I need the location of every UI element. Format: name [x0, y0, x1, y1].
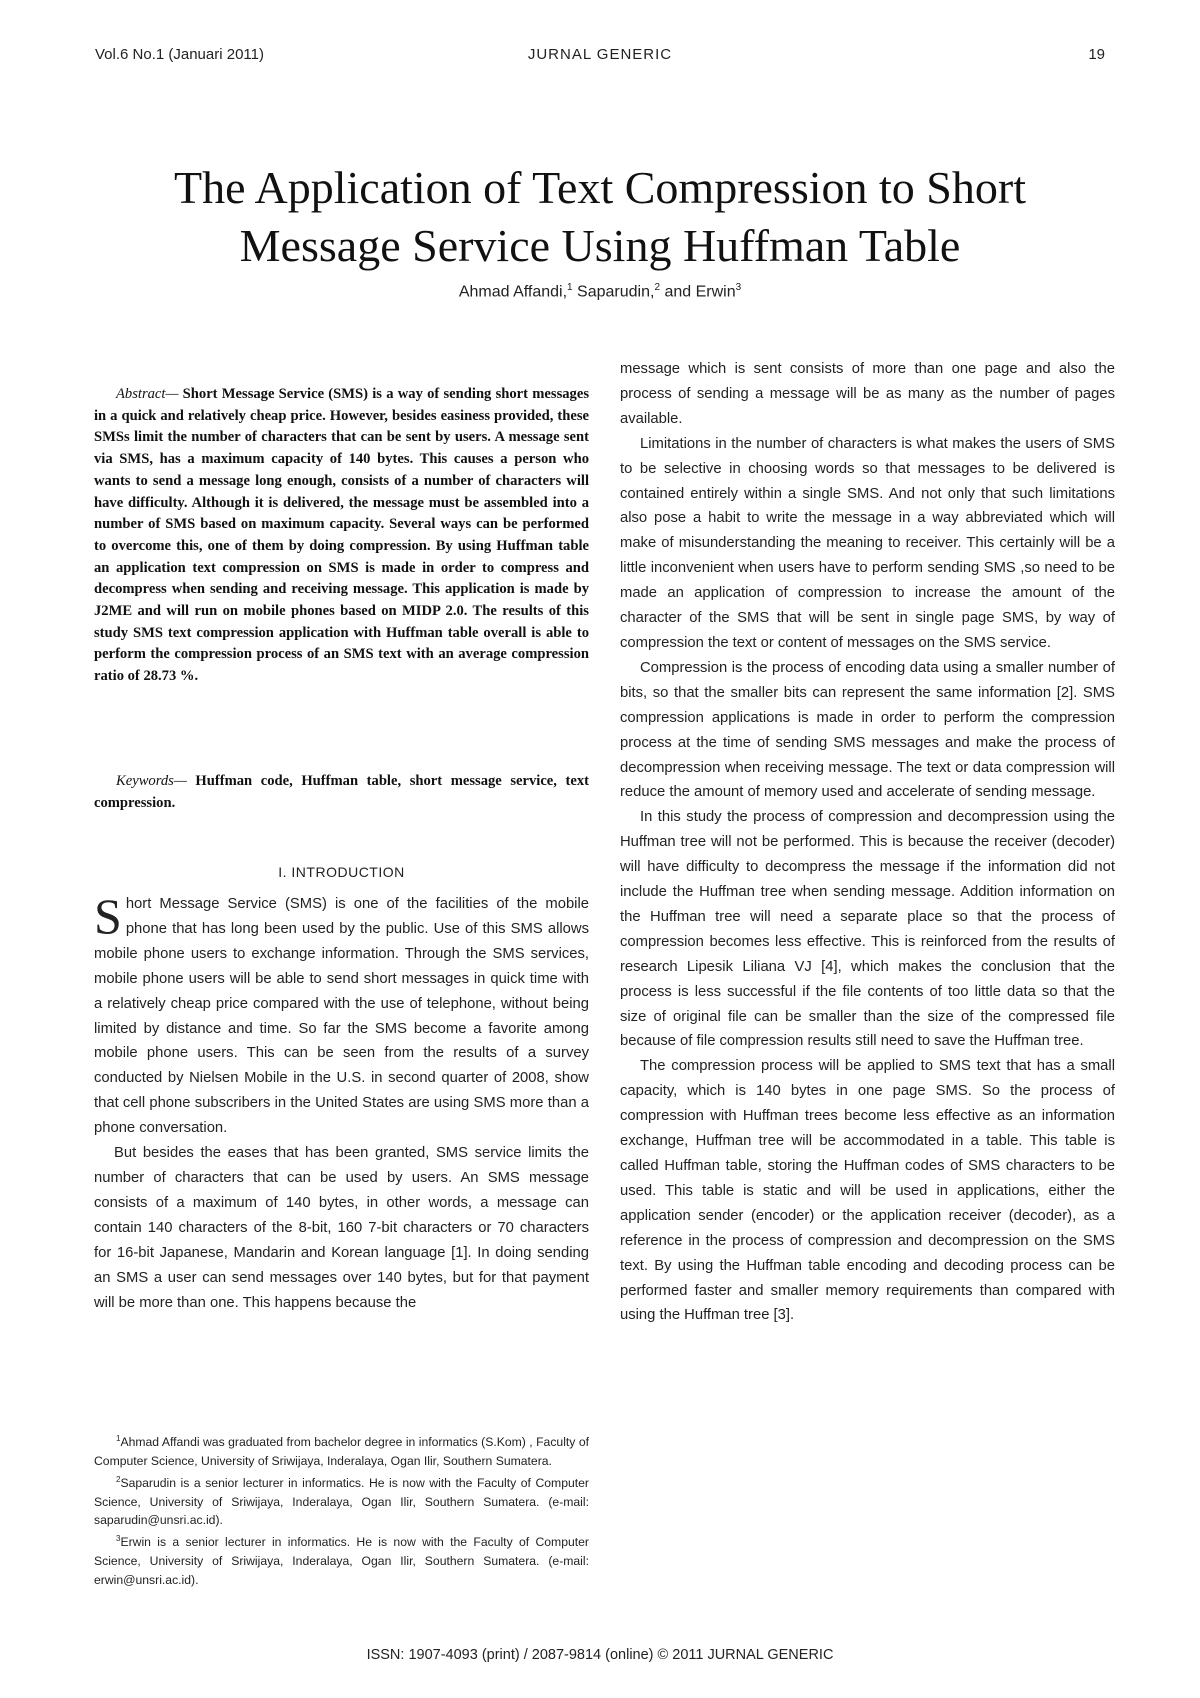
footnote-mark: 2	[116, 1474, 121, 1484]
author-2: Saparudin,	[572, 283, 655, 301]
author-3-mark: 3	[735, 282, 742, 293]
abstract	[94, 384, 589, 688]
footnote-text: Erwin is a senior lecturer in informatics. He is now with the Faculty of Computer Science, University of Sriwijaya, Inderalaya, Ogan Ilir, Southern Sumatera. (e-mail: erwin@unsri.ac.id).	[94, 1535, 589, 1587]
paragraph: Compression is the process of encoding data using a smaller number of bits, so that the smaller bits can represent the same information [2]. SMS compression applications is made in order to perform the compression process at the time of sending SMS messages and make the process of decompression when receiving message. The text or data compression will reduce the amount of memory used and accelerate of sending message.	[620, 659, 1115, 801]
paper-title: The Application of Text Compression to Short Message Service Using Huffman Table	[174, 161, 1026, 271]
footnote-text: Saparudin is a senior lecturer in informatics. He is now with the Faculty of Computer Science, University of Sriwijaya, Inderalaya, Ogan Ilir, Southern Sumatera. (e-mail: saparudin@unsri.ac.id).	[94, 1475, 589, 1528]
author-1-mark: 1	[567, 282, 573, 293]
keywords-label: Keywords—	[116, 773, 187, 789]
abstract-text: Short Message Service (SMS) is a way of sending short messages in a quick and relatively cheap price. However, besides easiness provided, these SMSs limit the number of characters that can be sent by users. A message sent via SMS, has a maximum capacity of 140 bytes. This causes a person who wants to send a message long enough, consists of a number of characters will have difficulty. Although it is delivered, the message must be assembled into a number of SMS based on maximum capacity. Several ways can be performed to overcome this, one of them by doing compression. By using Huffman table an application text compression on SMS is made in order to compress and decompress when sending and receiving message. This application is made by J2ME and will run on mobile phones based on MIDP 2.0. The results of this study SMS text compression application with Huffman table overall is able to perform the compression process of an SMS text with an average compression ratio of 28.73 %.	[94, 386, 589, 685]
author-1: Ahmad Affandi,	[458, 283, 568, 301]
keywords	[94, 771, 589, 814]
keywords-text: Huffman code, Huffman table, short message service, text compression.	[94, 773, 589, 811]
running-header-volume: Vol.6 No.1 (Januari 2011)	[95, 46, 264, 63]
footnote	[94, 1530, 589, 1589]
paragraph: Limitations in the number of characters is what makes the users of SMS to be selective in choosing words so that messages to be delivered is contained entirely within a single SMS. And not only that such limitations also pose a habit to write the message in a way abbreviated which will make of misunderstanding the meaning to receiver. This certainly will be a little inconvenient when users have to perform sending SMS ,so need to be made an application of compression to increase the amount of the character of the SMS that will be sent in single page SMS, by way of compression the text or content of messages on the SMS service.	[620, 435, 1115, 651]
abstract-label: Abstract—	[116, 386, 179, 402]
footnote-mark: 1	[116, 1434, 121, 1443]
author-3: and Erwin	[660, 283, 736, 301]
paragraph: But besides the eases that has been granted, SMS service limits the number of characters that can be used by users. An SMS message consists of a maximum of 140 bytes, in other words, a message can contain 140 characters of the 8-bit, 160 7-bit characters or 70 characters for 16-bit Japanese, Mandarin and Korean language [1]. In doing sending an SMS a user can send messages over 140 bytes, but for that payment will be more than one. This happens because the	[94, 1145, 589, 1311]
right-column	[620, 357, 1115, 1328]
footnote-mark: 3	[116, 1534, 121, 1544]
paragraph: message which is sent consists of more than one page and also the process of sending a message will be as many as the number of pages available.	[620, 361, 1115, 427]
paragraph	[94, 888, 589, 1141]
introduction-body	[94, 888, 589, 1315]
paragraph: The compression process will be applied to SMS text that has a small capacity, which is 140 bytes in one page SMS. So the process of compression with Huffman trees become less effective as an information exchange, Huffman tree will be accommodated in a table. This table is called Huffman table, storing the Huffman codes of SMS characters to be used. This table is static and will be used in applications, either the application sender (encoder) or the application receiver (decoder), as a reference in the process of compression and decompression on the SMS text. By using the Huffman table encoding and decoding process can be performed faster and smaller memory requirements than compared with using the Huffman tree [3].	[620, 1058, 1115, 1324]
section-heading-introduction: I. INTRODUCTION	[278, 864, 405, 880]
paragraph-text: hort Message Service (SMS) is one of the facilities of the mobile phone that has long been used by the public. Use of this SMS allows mobile phone users to exchange information. Through the SMS services, mobile phone users will be able to send short messages in quick time with a relatively cheap price compared with the use of telephone, without being limited by distance and time. So far the SMS become a favorite among mobile phone users. This can be seen from the results of a survey conducted by Nielsen Mobile in the U.S. in second quarter of 2008, show that cell phone subscribers in the United States are using SMS more than a phone conversation.	[94, 896, 589, 1137]
running-header-journal: JURNAL GENERIC	[527, 46, 673, 63]
footnote	[94, 1471, 589, 1530]
page-footer: ISSN: 1907-4093 (print) / 2087-9814 (online) © 2011 JURNAL GENERIC	[366, 1647, 834, 1663]
author-line	[0, 282, 1200, 301]
page-number: 19	[1088, 46, 1105, 63]
footnote	[94, 1430, 589, 1471]
footnote-text: Ahmad Affandi was graduated from bachelor degree in informatics (S.Kom) , Faculty of Computer Science, University of Sriwijaya, Inderalaya, Ogan Ilir, Southern Sumatera.	[94, 1435, 589, 1468]
drop-cap: S	[94, 888, 122, 944]
author-2-mark: 2	[654, 282, 661, 293]
footnotes	[94, 1430, 589, 1590]
paragraph: In this study the process of compression and decompression using the Huffman tree will not be performed. This is because the receiver (decoder) will have difficulty to decompress the message if the information did not include the Huffman tree when sending message. Addition information on the Huffman tree will need a separate place so that the process of compression becomes less effective. This is reinforced from the results of research Lipesik Liliana VJ [4], which makes the conclusion that the process is less successful if the file contents of too little data so that the size of original file can be smaller than the size of the compressed file because of file compression results still need to save the Huffman tree.	[620, 809, 1115, 1050]
